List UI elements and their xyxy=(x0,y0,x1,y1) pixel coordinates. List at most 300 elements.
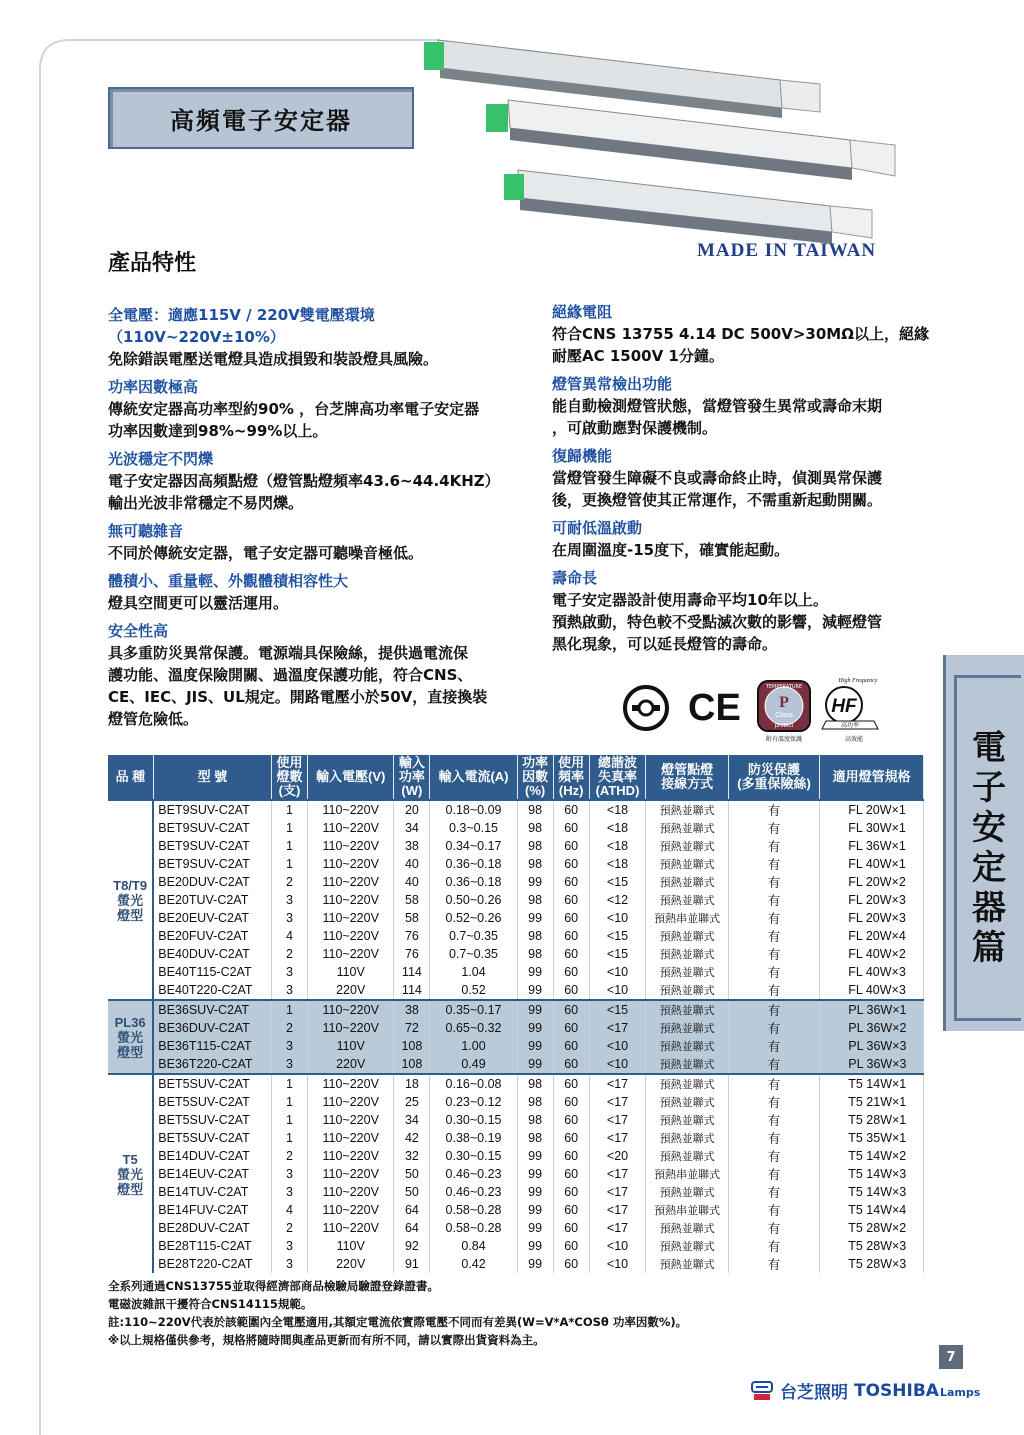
table-cell: 110~220V xyxy=(308,945,394,963)
table-cell: <18 xyxy=(589,800,646,819)
table-cell: 60 xyxy=(553,1201,589,1219)
table-row xyxy=(108,1183,924,1201)
spec-table-body xyxy=(108,800,924,1273)
table-cell: 預熱並聯式 xyxy=(646,1055,728,1074)
table-cell: BE14FUV-C2AT xyxy=(153,1201,271,1219)
table-row xyxy=(108,1147,924,1165)
table-cell: <20 xyxy=(589,1147,646,1165)
table-cell: 110V xyxy=(308,963,394,981)
table-cell: 有 xyxy=(728,1183,819,1201)
table-cell: 99 xyxy=(517,909,553,927)
features-right-column xyxy=(552,295,932,655)
p-class-ring-text: TEMPERATURE xyxy=(765,684,803,690)
table-cell: BE20EUV-C2AT xyxy=(153,909,271,927)
table-cell: 99 xyxy=(517,1165,553,1183)
table-cell: 34 xyxy=(394,819,430,837)
feature-heading: 全電壓：適應115V / 220V雙電壓環境 （110V~220V±10%） xyxy=(108,306,375,346)
table-cell: 3 xyxy=(271,1183,307,1201)
table-cell: 60 xyxy=(553,1147,589,1165)
column-header: 型 號 xyxy=(153,755,271,800)
table-cell: 0.16~0.08 xyxy=(430,1074,517,1093)
table-cell: T5 14W×1 xyxy=(820,1074,924,1093)
feature-heading: 復歸機能 xyxy=(552,447,613,465)
table-cell: 60 xyxy=(553,1111,589,1129)
table-cell: 99 xyxy=(517,1000,553,1019)
table-cell: 有 xyxy=(728,1055,819,1074)
table-cell: 0.30~0.15 xyxy=(430,1111,517,1129)
brand-name-zh: 台芝照明 xyxy=(780,1383,848,1403)
table-cell: 60 xyxy=(553,1074,589,1093)
table-cell: 有 xyxy=(728,1147,819,1165)
table-row xyxy=(108,945,924,963)
table-cell: 預熱並聯式 xyxy=(646,927,728,945)
table-cell: 98 xyxy=(517,837,553,855)
table-cell: 32 xyxy=(394,1147,430,1165)
table-cell: 預熱並聯式 xyxy=(646,1000,728,1019)
table-cell: 0.36~0.18 xyxy=(430,873,517,891)
table-cell: 99 xyxy=(517,1147,553,1165)
table-cell: 預熱並聯式 xyxy=(646,1093,728,1111)
table-cell: 有 xyxy=(728,1219,819,1237)
hf-caption: 高功率 xyxy=(840,722,860,729)
table-cell: 60 xyxy=(553,873,589,891)
table-cell: T5 21W×1 xyxy=(820,1093,924,1111)
hf-badge-icon xyxy=(822,678,878,743)
table-cell: 2 xyxy=(271,945,307,963)
table-cell: 預熱並聯式 xyxy=(646,891,728,909)
table-cell: 220V xyxy=(308,1255,394,1273)
table-cell: FL 20W×3 xyxy=(820,909,924,927)
table-cell: 預熱並聯式 xyxy=(646,1074,728,1093)
table-cell: 60 xyxy=(553,1237,589,1255)
table-cell: 4 xyxy=(271,1201,307,1219)
table-cell: 40 xyxy=(394,873,430,891)
table-cell: 0.42 xyxy=(430,1255,517,1273)
table-cell: 220V xyxy=(308,981,394,1000)
table-cell: 98 xyxy=(517,800,553,819)
table-cell: 有 xyxy=(728,1037,819,1055)
table-cell: 98 xyxy=(517,819,553,837)
table-cell: <10 xyxy=(589,1055,646,1074)
feature-heading: 安全性高 xyxy=(108,622,169,640)
table-cell: 110~220V xyxy=(308,909,394,927)
table-cell: 92 xyxy=(394,1237,430,1255)
feature-heading: 可耐低溫啟動 xyxy=(552,519,643,537)
table-cell: 1 xyxy=(271,800,307,819)
table-cell: 1 xyxy=(271,1093,307,1111)
table-cell: 110~220V xyxy=(308,1129,394,1147)
table-cell: FL 40W×2 xyxy=(820,945,924,963)
table-cell: 有 xyxy=(728,927,819,945)
footnotes xyxy=(108,1277,687,1349)
table-cell: 0.52~0.26 xyxy=(430,909,517,927)
brand-footer xyxy=(750,1378,980,1403)
table-cell: 0.52 xyxy=(430,981,517,1000)
table-cell: 預熱並聯式 xyxy=(646,1129,728,1147)
table-cell: 108 xyxy=(394,1037,430,1055)
page-number: 7 xyxy=(939,1345,963,1369)
brand-name-sub: Lamps xyxy=(939,1386,981,1399)
table-cell: FL 40W×3 xyxy=(820,963,924,981)
bsmi-mark-icon xyxy=(625,687,667,729)
table-cell: <17 xyxy=(589,1074,646,1093)
table-cell: T5 28W×3 xyxy=(820,1237,924,1255)
table-cell: 0.50~0.26 xyxy=(430,891,517,909)
table-cell: BE14DUV-C2AT xyxy=(153,1147,271,1165)
table-cell: 110~220V xyxy=(308,1183,394,1201)
column-header: 功率 因數 (%) xyxy=(517,755,553,800)
table-cell: 110~220V xyxy=(308,1165,394,1183)
table-cell: 預熱並聯式 xyxy=(646,963,728,981)
table-cell: T5 28W×3 xyxy=(820,1255,924,1273)
table-cell: 91 xyxy=(394,1255,430,1273)
table-cell: 99 xyxy=(517,1037,553,1055)
table-cell: 110~220V xyxy=(308,1111,394,1129)
table-cell: 有 xyxy=(728,891,819,909)
table-cell: 64 xyxy=(394,1219,430,1237)
table-row xyxy=(108,1000,924,1019)
table-cell: 38 xyxy=(394,837,430,855)
table-row xyxy=(108,855,924,873)
table-cell: 有 xyxy=(728,1111,819,1129)
table-cell: 4 xyxy=(271,927,307,945)
table-cell: <18 xyxy=(589,855,646,873)
table-cell: <17 xyxy=(589,1019,646,1037)
table-cell: 110~220V xyxy=(308,873,394,891)
table-cell: 0.36~0.18 xyxy=(430,855,517,873)
table-cell: 0.18~0.09 xyxy=(430,800,517,819)
table-cell: 2 xyxy=(271,873,307,891)
table-cell: BE28T220-C2AT xyxy=(153,1255,271,1273)
table-row xyxy=(108,873,924,891)
table-cell: 60 xyxy=(553,909,589,927)
column-header: 使用 燈數 (支) xyxy=(271,755,307,800)
table-cell: 110~220V xyxy=(308,1019,394,1037)
table-cell: 60 xyxy=(553,1093,589,1111)
hf-sub-caption: 高效能 xyxy=(844,736,864,743)
table-cell: 99 xyxy=(517,1201,553,1219)
page-title: 高頻電子安定器 xyxy=(108,87,414,149)
table-cell: T5 14W×3 xyxy=(820,1165,924,1183)
table-cell: 98 xyxy=(517,1129,553,1147)
table-cell: 99 xyxy=(517,1019,553,1037)
side-tab-char: 器 xyxy=(972,888,1006,928)
column-header: 適用燈管規格 xyxy=(820,755,924,800)
lamp-type-cell: T8/T9 螢光 燈型 xyxy=(108,800,153,1000)
table-cell: 99 xyxy=(517,1219,553,1237)
table-cell: 有 xyxy=(728,1019,819,1037)
toshiba-logo-icon xyxy=(750,1380,774,1402)
table-cell: 58 xyxy=(394,891,430,909)
table-cell: 預熱並聯式 xyxy=(646,945,728,963)
table-cell: 98 xyxy=(517,891,553,909)
table-cell: <10 xyxy=(589,981,646,1000)
table-cell: 110~220V xyxy=(308,1000,394,1019)
table-cell: 60 xyxy=(553,837,589,855)
table-cell: 預熱並聯式 xyxy=(646,819,728,837)
table-row xyxy=(108,981,924,1000)
table-cell: 0.7~0.35 xyxy=(430,945,517,963)
table-cell: 114 xyxy=(394,981,430,1000)
table-cell: 3 xyxy=(271,1165,307,1183)
side-tab-char: 電 xyxy=(972,728,1006,768)
table-cell: FL 36W×1 xyxy=(820,837,924,855)
feature-heading: 功率因數極高 xyxy=(108,378,199,396)
table-cell: 預熱並聯式 xyxy=(646,855,728,873)
table-cell: 34 xyxy=(394,1111,430,1129)
table-cell: 110~220V xyxy=(308,1074,394,1093)
table-cell: BE14TUV-C2AT xyxy=(153,1183,271,1201)
table-cell: 60 xyxy=(553,1000,589,1019)
table-cell: 108 xyxy=(394,1055,430,1074)
table-cell: PL 36W×1 xyxy=(820,1000,924,1019)
table-cell: BE20DUV-C2AT xyxy=(153,873,271,891)
table-row xyxy=(108,1111,924,1129)
table-cell: 0.49 xyxy=(430,1055,517,1074)
table-cell: BE36T115-C2AT xyxy=(153,1037,271,1055)
table-cell: 60 xyxy=(553,963,589,981)
table-cell: 60 xyxy=(553,981,589,1000)
feature-body: 不同於傳統安定器，電子安定器可聽噪音極低。 xyxy=(108,544,424,562)
table-cell: <15 xyxy=(589,873,646,891)
table-cell: 預熱並聯式 xyxy=(646,800,728,819)
table-cell: 預熱並聯式 xyxy=(646,1019,728,1037)
table-cell: <17 xyxy=(589,1093,646,1111)
table-cell: BE20FUV-C2AT xyxy=(153,927,271,945)
table-cell: 220V xyxy=(308,1055,394,1074)
table-row xyxy=(108,819,924,837)
lamp-type-cell: T5 螢光 燈型 xyxy=(108,1074,153,1273)
table-cell: 0.35~0.17 xyxy=(430,1000,517,1019)
table-cell: 1.04 xyxy=(430,963,517,981)
table-cell: 98 xyxy=(517,1093,553,1111)
table-cell: 98 xyxy=(517,927,553,945)
table-cell: 99 xyxy=(517,1255,553,1273)
table-cell: 有 xyxy=(728,819,819,837)
table-row xyxy=(108,1237,924,1255)
table-cell: T5 14W×2 xyxy=(820,1147,924,1165)
table-cell: 預熱並聯式 xyxy=(646,1219,728,1237)
table-cell: 1 xyxy=(271,1074,307,1093)
table-cell: 2 xyxy=(271,1219,307,1237)
table-cell: BE36T220-C2AT xyxy=(153,1055,271,1074)
table-row xyxy=(108,1055,924,1074)
ballast-product-image xyxy=(420,28,920,250)
table-cell: BE20TUV-C2AT xyxy=(153,891,271,909)
footnote-line: 註:110~220V代表於該範圍內全電壓適用,其額定電流依實際電壓不同而有差異(W=V*A*COSθ 功率因數%)。 xyxy=(108,1315,688,1329)
table-row xyxy=(108,1037,924,1055)
table-cell: BE28T115-C2AT xyxy=(153,1237,271,1255)
table-cell: BET5SUV-C2AT xyxy=(153,1111,271,1129)
table-cell: 60 xyxy=(553,1255,589,1273)
table-cell: 98 xyxy=(517,945,553,963)
table-cell: 2 xyxy=(271,1019,307,1037)
table-cell: 1 xyxy=(271,855,307,873)
table-cell: FL 20W×1 xyxy=(820,800,924,819)
table-row xyxy=(108,1201,924,1219)
table-cell: 有 xyxy=(728,1201,819,1219)
table-cell: <18 xyxy=(589,837,646,855)
table-cell: 99 xyxy=(517,963,553,981)
table-cell: BE40T115-C2AT xyxy=(153,963,271,981)
table-cell: 60 xyxy=(553,1165,589,1183)
feature-body: 具多重防災異常保護。電源端具保險絲，提供過電流保 護功能、溫度保險開關、過溫度保護功能，符合CNS、 CE、IEC、JIS、UL規定。開路電壓小於50V，直接換裝 燈管危險低。 xyxy=(108,644,488,728)
table-cell: 預熱並聯式 xyxy=(646,873,728,891)
table-cell: PL 36W×3 xyxy=(820,1037,924,1055)
table-cell: 76 xyxy=(394,927,430,945)
table-cell: 3 xyxy=(271,1255,307,1273)
feature-heading: 絕緣電阻 xyxy=(552,303,613,321)
table-cell: 99 xyxy=(517,1183,553,1201)
side-tab-char: 子 xyxy=(972,768,1006,808)
table-cell: 預熱串並聯式 xyxy=(646,1165,728,1183)
column-header: 防災保護 (多重保險絲) xyxy=(728,755,819,800)
table-cell: BET5SUV-C2AT xyxy=(153,1074,271,1093)
table-cell: T5 28W×1 xyxy=(820,1111,924,1129)
table-cell: T5 28W×2 xyxy=(820,1219,924,1237)
table-cell: 110~220V xyxy=(308,1219,394,1237)
table-cell: 0.38~0.19 xyxy=(430,1129,517,1147)
table-cell: BE28DUV-C2AT xyxy=(153,1219,271,1237)
column-header: 輸入電流(A) xyxy=(430,755,517,800)
table-cell: 3 xyxy=(271,1237,307,1255)
chapter-side-tab xyxy=(943,655,1024,1031)
p-class-caption: 附有溫度保護 xyxy=(765,736,803,743)
table-cell: <15 xyxy=(589,927,646,945)
p-class-badge-icon xyxy=(758,681,810,743)
table-cell: 有 xyxy=(728,873,819,891)
table-cell: 60 xyxy=(553,855,589,873)
table-cell: 58 xyxy=(394,909,430,927)
table-row xyxy=(108,1129,924,1147)
table-row xyxy=(108,891,924,909)
table-cell: 0.58~0.28 xyxy=(430,1219,517,1237)
table-cell: 50 xyxy=(394,1165,430,1183)
table-cell: <17 xyxy=(589,1183,646,1201)
table-cell: 98 xyxy=(517,1074,553,1093)
table-cell: 2 xyxy=(271,1147,307,1165)
table-cell: BET9SUV-C2AT xyxy=(153,837,271,855)
table-cell: 有 xyxy=(728,1165,819,1183)
table-cell: 42 xyxy=(394,1129,430,1147)
footnote-line: 全系列通過CNS13755並取得經濟部商品檢驗局驗證登錄證書。 xyxy=(108,1279,439,1293)
hf-text: HF xyxy=(831,696,857,717)
side-tab-char: 定 xyxy=(972,848,1006,888)
table-cell: 0.30~0.15 xyxy=(430,1147,517,1165)
column-header: 輸入電壓(V) xyxy=(308,755,394,800)
table-cell: 60 xyxy=(553,891,589,909)
table-cell: T5 35W×1 xyxy=(820,1129,924,1147)
table-row xyxy=(108,1074,924,1093)
table-cell: 110~220V xyxy=(308,800,394,819)
footnote-line: ※以上規格僅供參考，規格將隨時間與產品更新而有所不同，請以實際出貨資料為主。 xyxy=(108,1333,545,1347)
table-cell: 有 xyxy=(728,1093,819,1111)
table-row xyxy=(108,909,924,927)
table-cell: 110~220V xyxy=(308,837,394,855)
feature-heading: 光波穩定不閃爍 xyxy=(108,450,214,468)
table-cell: 0.3~0.15 xyxy=(430,819,517,837)
table-cell: T5 14W×4 xyxy=(820,1201,924,1219)
chapter-side-tab-label xyxy=(954,675,1021,1021)
hf-ring-text: High Frequency xyxy=(838,678,878,684)
p-class-p-text: P xyxy=(779,694,789,711)
table-cell: 60 xyxy=(553,927,589,945)
table-cell: 有 xyxy=(728,909,819,927)
table-cell: 110~220V xyxy=(308,1147,394,1165)
table-cell: 110~220V xyxy=(308,855,394,873)
table-cell: 110~220V xyxy=(308,1093,394,1111)
table-row xyxy=(108,927,924,945)
table-cell: <17 xyxy=(589,1219,646,1237)
table-cell: 0.7~0.35 xyxy=(430,927,517,945)
table-cell: 0.65~0.32 xyxy=(430,1019,517,1037)
table-cell: 0.58~0.28 xyxy=(430,1201,517,1219)
table-cell: 99 xyxy=(517,873,553,891)
p-class-class-text: Class xyxy=(775,712,793,719)
table-cell: PL 36W×3 xyxy=(820,1055,924,1074)
table-cell: <10 xyxy=(589,1037,646,1055)
table-cell: FL 40W×1 xyxy=(820,855,924,873)
made-in-taiwan-label: MADE IN TAIWAN xyxy=(697,240,877,261)
table-cell: 18 xyxy=(394,1074,430,1093)
table-cell: 60 xyxy=(553,1219,589,1237)
table-cell: FL 20W×3 xyxy=(820,891,924,909)
feature-body: 在周圍溫度-15度下，確實能起動。 xyxy=(552,541,790,559)
features-left-column xyxy=(108,298,533,730)
table-cell: 預熱串並聯式 xyxy=(646,909,728,927)
p-class-protect-text: protect xyxy=(774,723,794,729)
table-cell: BE14EUV-C2AT xyxy=(153,1165,271,1183)
table-cell: <17 xyxy=(589,1111,646,1129)
table-cell: 3 xyxy=(271,909,307,927)
table-row xyxy=(108,963,924,981)
table-cell: 有 xyxy=(728,1255,819,1273)
table-cell: 有 xyxy=(728,1074,819,1093)
table-row xyxy=(108,1255,924,1273)
table-cell: 3 xyxy=(271,891,307,909)
table-cell: 預熱並聯式 xyxy=(646,1147,728,1165)
table-cell: PL 36W×2 xyxy=(820,1019,924,1037)
table-cell: 0.46~0.23 xyxy=(430,1183,517,1201)
table-cell: 有 xyxy=(728,963,819,981)
table-cell: BE40T220-C2AT xyxy=(153,981,271,1000)
table-cell: 1.00 xyxy=(430,1037,517,1055)
table-cell: 0.34~0.17 xyxy=(430,837,517,855)
table-cell: <18 xyxy=(589,819,646,837)
table-cell: <15 xyxy=(589,945,646,963)
feature-body: 燈具空間更可以靈活運用。 xyxy=(108,594,289,612)
table-cell: 60 xyxy=(553,819,589,837)
table-row xyxy=(108,837,924,855)
table-cell: 110~220V xyxy=(308,819,394,837)
table-cell: 76 xyxy=(394,945,430,963)
table-cell: 有 xyxy=(728,1237,819,1255)
section-title: 產品特性 xyxy=(108,251,197,276)
table-row xyxy=(108,1165,924,1183)
table-cell: 38 xyxy=(394,1000,430,1019)
table-cell: BET9SUV-C2AT xyxy=(153,855,271,873)
table-cell: 1 xyxy=(271,1000,307,1019)
table-cell: <10 xyxy=(589,1237,646,1255)
feature-body: 能自動檢測燈管狀態，當燈管發生異常或壽命末期 ，可啟動應對保護機制。 xyxy=(552,397,883,437)
table-cell: 60 xyxy=(553,1055,589,1074)
feature-body: 電子安定器設計使用壽命平均10年以上。 預熱啟動，特色較不受點滅次數的影響，減輕燈管 黑化現象，可以延長燈管的壽命。 xyxy=(552,591,883,653)
table-cell: 3 xyxy=(271,1055,307,1074)
table-cell: 72 xyxy=(394,1019,430,1037)
table-cell: 預熱並聯式 xyxy=(646,1111,728,1129)
certification-logos xyxy=(622,675,892,745)
table-cell: 0.84 xyxy=(430,1237,517,1255)
